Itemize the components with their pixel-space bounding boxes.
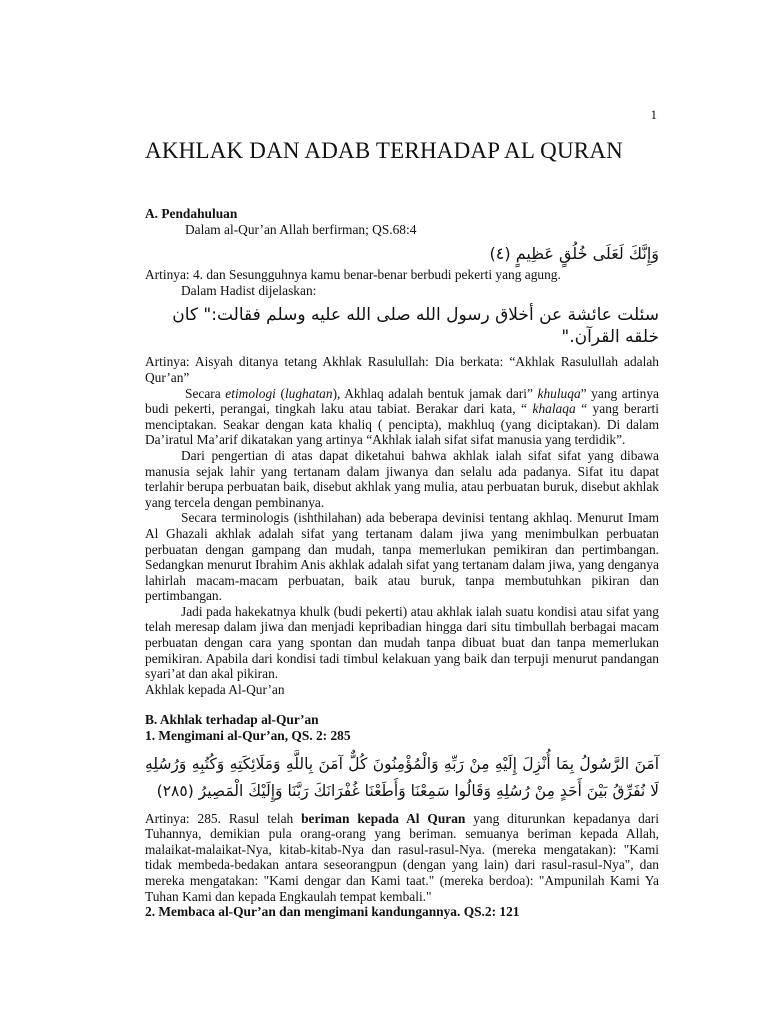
document-body <box>145 206 659 920</box>
quran-intro: Dalam al-Qur’an Allah berfirman; QS.68:4 <box>185 221 417 237</box>
verse-285-translation: Artinya: 285. Rasul telah beriman kepada Al Quran yang diturunkan kepadanya dari Tuhannya, demikian pula orang-orang yang beriman. semuanya beriman kepada Allah, malaikat-malaikat-Nya, kitab-kitab-Nya dan rasul-rasul-Nya. (mereka mengatakan): "Kami tidak membeda-bedakan antara seseorangpun (dengan yang lain) dari rasul-rasul-Nya", dan mereka mengatakan: "Kami dengar dan Kami taat." (mereka berdoa): "Ampunilah Kami Ya Tuhan Kami dan kepada Engkaulah tempat kembali." <box>145 810 659 904</box>
arabic-verse-68-4: وَإِنَّكَ لَعَلَى خُلُقٍ عَظِيمٍ (٤) <box>489 244 659 264</box>
section-spacer <box>145 697 659 712</box>
hadith-translation: Artinya: Aisyah ditanya tetang Akhlak Rasulullah: Dia berkata: “Akhlak Rasulullah adalah Qur’an” <box>145 354 659 385</box>
section-a-heading: A. Pendahuluan <box>145 206 238 221</box>
paragraph-etimologi: Secara etimologi (lughatan), Akhlaq adalah bentuk jamak dari” khuluqa” yang artinya budi pekerti, perangai, tingkah laku atau tabiat. Berakar dari kata, “ khalaqa “ yang berarti menciptakan. Seakar dengan kata khaliq ( pencipta), makhluq (yang diciptakan). Di dalam Da’iratul Ma’arif dikatakan yang artinya “Akhlak ialah sifat sifat manusia yang terdidik”. <box>145 385 660 448</box>
verse-translation: Artinya: 4. dan Sesungguhnya kamu benar-benar berbudi pekerti yang agung. <box>145 267 561 283</box>
paragraph-hakekat: Jadi pada hakekatnya khulk (budi pekerti) atau akhlak ialah suatu kondisi atau sifat yang telah meresap dalam jiwa dan menjadi kepribadian hingga dari situ timbullah berbagai macam perbuatan dengan cara yang spontan dan mudah tanpa dibuat buat dan tanpa memerlukan pemikiran. Apabila dari kondisi tadi timbul kelakuan yang baik dan terpuji menurut pandangan syari’at dan akal pikiran. <box>145 603 659 682</box>
arabic-hadith: سئلت عائشة عن أخلاق رسول الله صلى الله عليه وسلم فقالت:" كان خلقه القرآن." <box>172 305 659 348</box>
paragraph-terminologis: Secara terminologis (ishthilahan) ada beberapa devinisi tentang akhlaq. Menurut Imam Al Ghazali akhlak adalah sifat yang tertanam dalam jiwa yang menimbulkan perbuatan perbuatan dengan gampang dan mudah, tanpa memerlukan pemikiran dan pertimbangan. Sedangkan menurut Ibrahim Anis akhlak adalah sifat yang tertanam dalam jiwa, yang denganya lahirlah macam-macam perbuatan, baik atau buruk, tanpa membutuhkan pikiran dan pertimbangan. <box>145 510 659 604</box>
section-b-heading: B. Akhlak terhadap al-Qur’an <box>145 712 319 728</box>
arabic-verse-2-285: آمَنَ الرَّسُولُ بِمَا أُنْزِلَ إِلَيْهِ مِنْ رَبِّهِ وَالْمُؤْمِنُونَ كُلٌّ آمَنَ بِاللَّهِ وَمَلَائِكَتِهِ وَكُتُبِهِ وَرُسُلِهِ لَا نُفَرِّقُ بَيْنَ أَحَدٍ مِنْ رُسُلِهِ وَقَالُوا سَمِعْنَا وَأَطَعْنَا غُفْرَانَكَ رَبَّنَا وَإِلَيْكَ الْمَصِيرُ (٢٨٥) <box>145 754 659 800</box>
paragraph-akhlak-kepada-quran: Akhlak kepada Al-Qur’an <box>145 681 285 697</box>
paragraph-pengertian: Dari pengertian di atas dapat diketahui bahwa akhlak ialah sifat sifat yang dibawa manusia sejak lahir yang tertanam dalam jiwanya dan selalu ada padanya. Sifat itu dapat terlahir berupa perbuatan baik, disebut akhlak yang mulia, atau perbuatan buruk, disebut akhlak yang tercela dengan pembinanya. <box>145 447 659 510</box>
subsection-1-heading: 1. Mengimani al-Qur’an, QS. 2: 285 <box>145 728 351 744</box>
document-title: AKHLAK DAN ADAB TERHADAP AL QURAN <box>145 138 623 163</box>
subsection-2-heading: 2. Membaca al-Qur’an dan mengimani kandungannya. QS.2: 121 <box>145 904 520 920</box>
page-number: 1 <box>650 107 657 122</box>
hadith-intro: Dalam Hadist dijelaskan: <box>181 282 317 298</box>
